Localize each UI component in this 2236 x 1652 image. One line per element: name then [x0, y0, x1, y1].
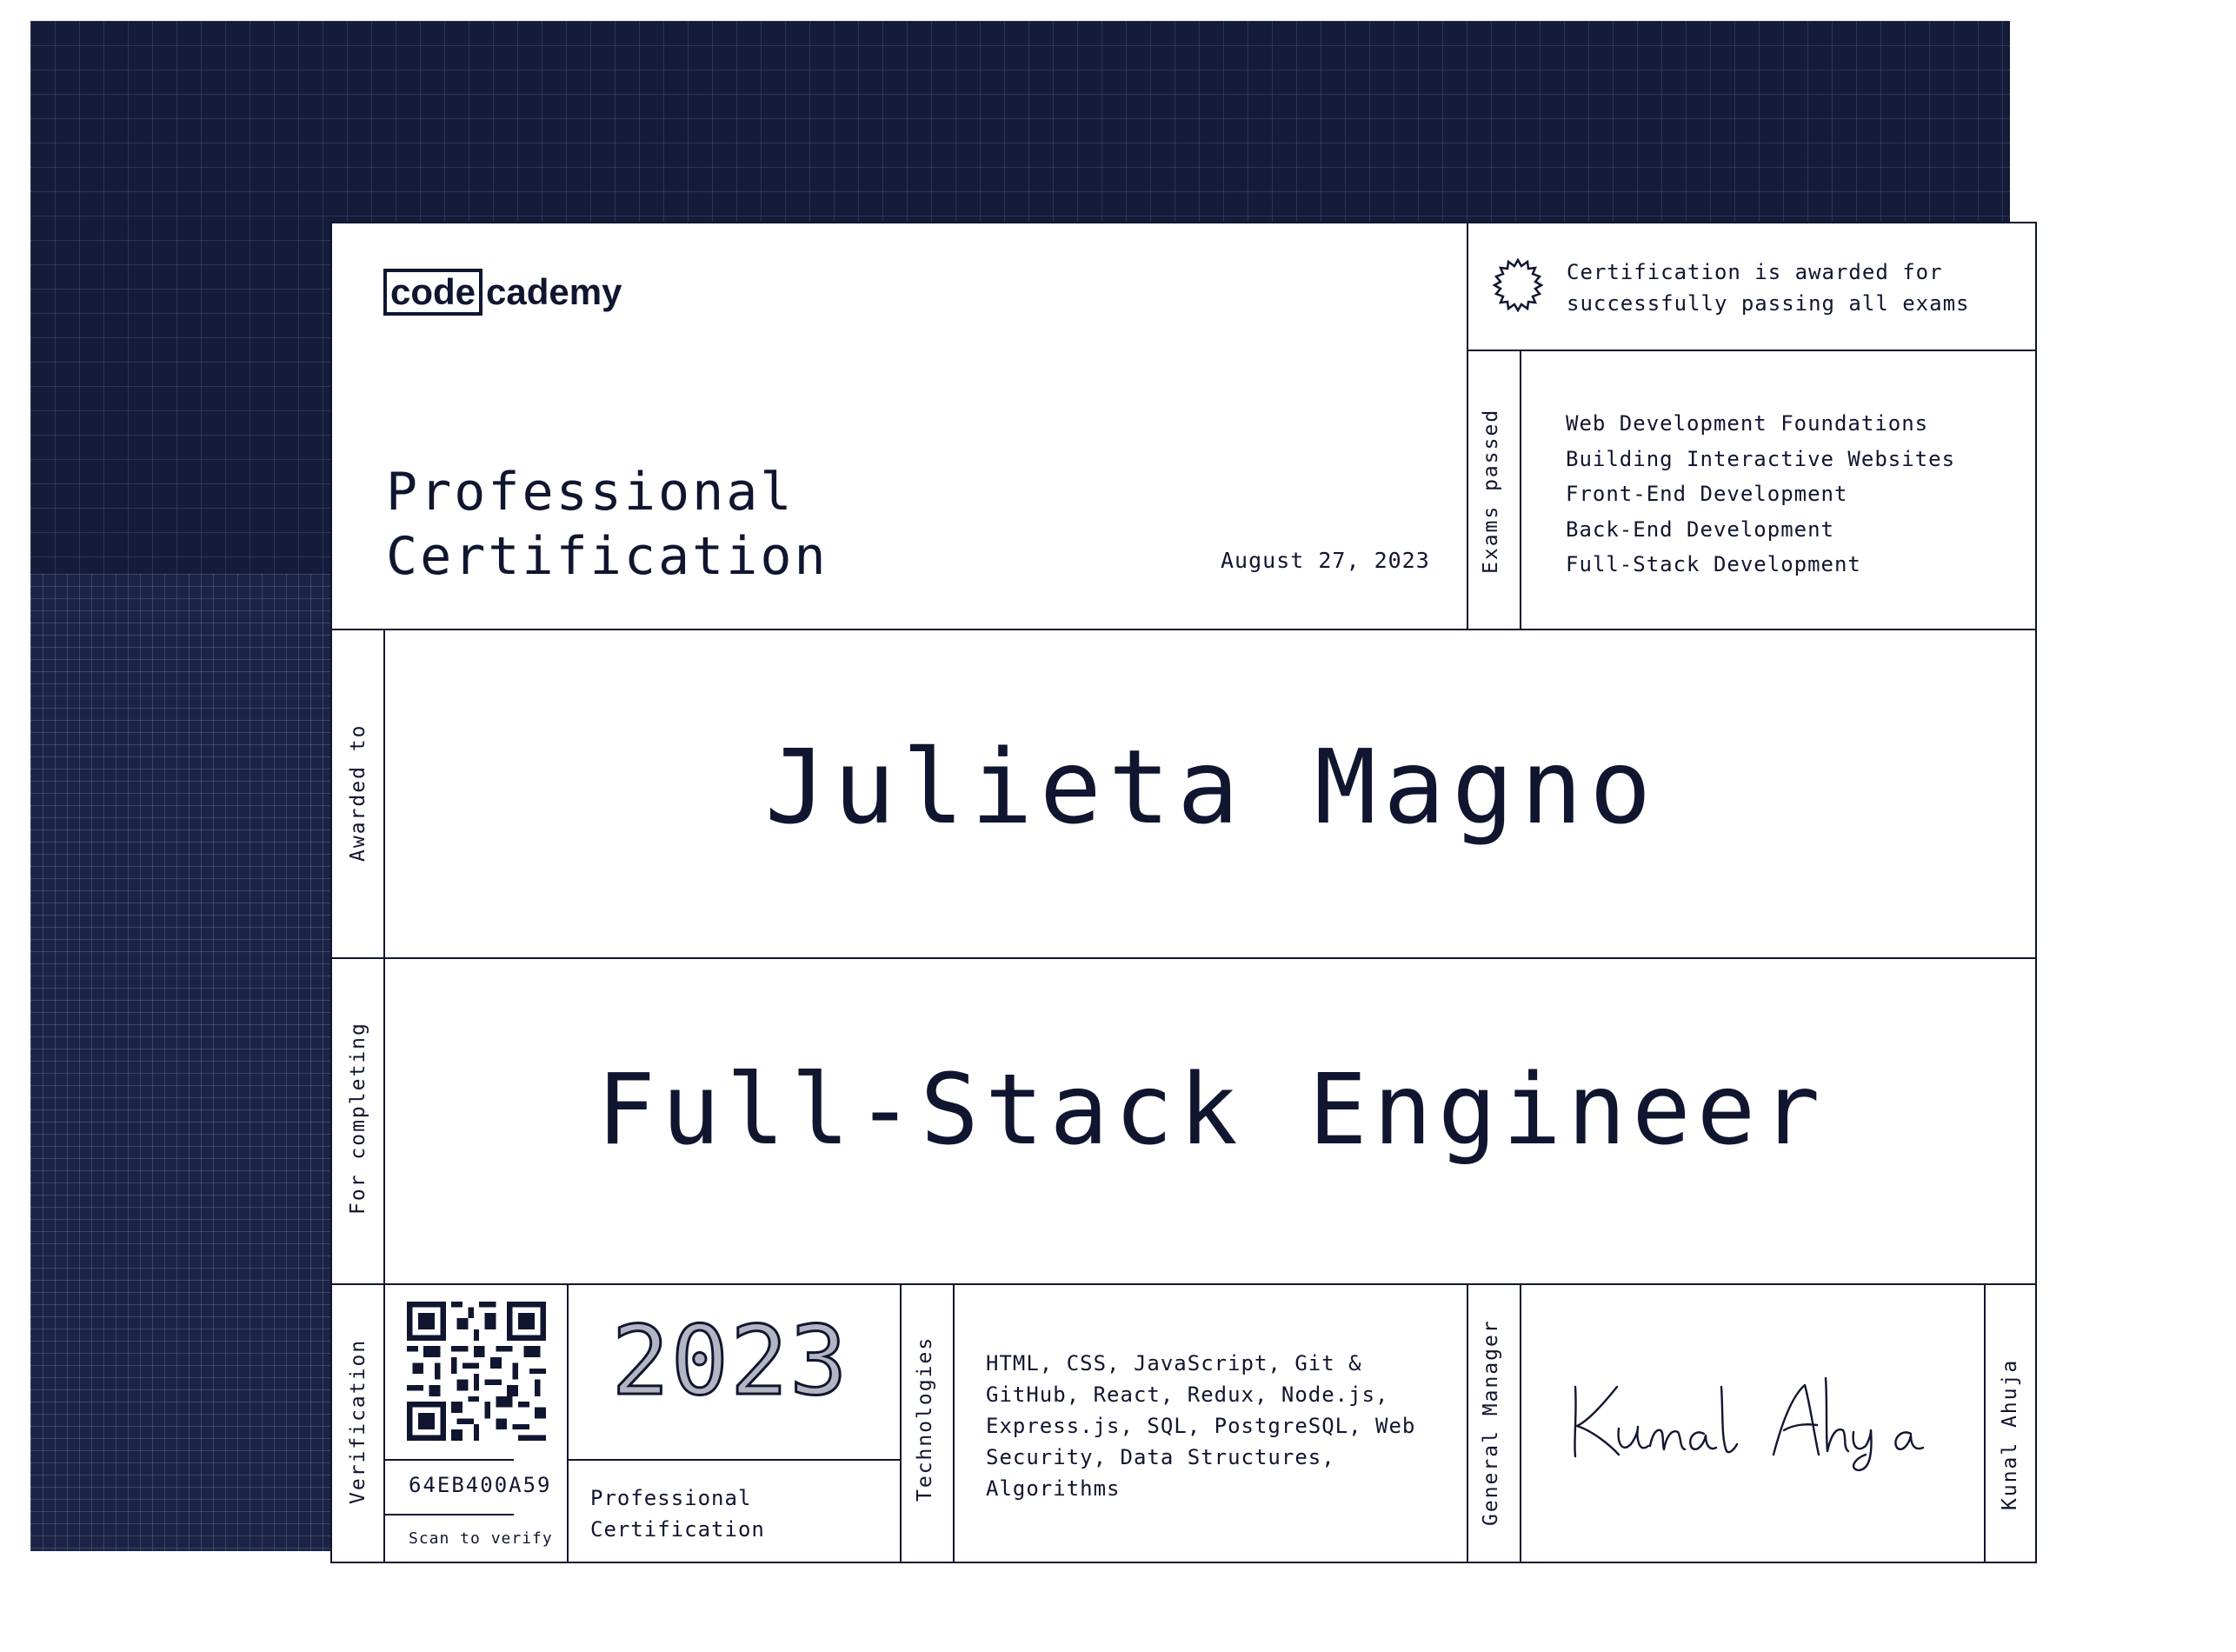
technologies-label: Technologies [914, 1336, 936, 1502]
background-grid-bottom [30, 574, 330, 1551]
signature-image [1565, 1361, 1947, 1474]
course-title: Full-Stack Engineer [596, 1054, 1827, 1167]
list-item: Front-End Development [1566, 482, 1848, 506]
awarded-to-label: Awarded to [347, 723, 369, 862]
certificate-type: Professional Certification [590, 1486, 765, 1542]
certificate-title: Professional Certification [386, 462, 829, 587]
qr-code[interactable] [407, 1302, 546, 1441]
recipient-name: Julieta Magno [764, 727, 1659, 847]
verification-label: Verification [347, 1338, 369, 1504]
certificate-date: August 27, 2023 [1221, 548, 1430, 573]
exams-passed-label: Exams passed [1480, 408, 1502, 574]
verification-code: 64EB400A59 [409, 1473, 552, 1497]
award-note: Certification is awarded for successfully passing all exams [1567, 260, 1970, 316]
scan-to-verify-label: Scan to verify [409, 1529, 553, 1548]
list-item: Full-Stack Development [1566, 552, 1861, 576]
list-item: Web Development Foundations [1566, 411, 1929, 436]
certificate-year: 2023 [611, 1305, 849, 1416]
certificate [330, 222, 2037, 1563]
exams-list [1566, 406, 1955, 583]
for-completing-label: For completing [347, 1022, 369, 1215]
signatory-name: Kunal Ahuja [1999, 1358, 2021, 1510]
badge-icon [1491, 258, 1545, 312]
list-item: Building Interactive Websites [1566, 446, 1956, 471]
signatory-role: General Manager [1480, 1319, 1502, 1526]
technologies-list: HTML, CSS, JavaScript, Git & GitHub, React, Redux, Node.js, Express.js, SQL, PostgreSQL, Web Security, Data Structures, Algorithms [986, 1351, 1416, 1501]
codecademy-logo: code cademy [383, 269, 622, 316]
list-item: Back-End Development [1566, 516, 1834, 542]
